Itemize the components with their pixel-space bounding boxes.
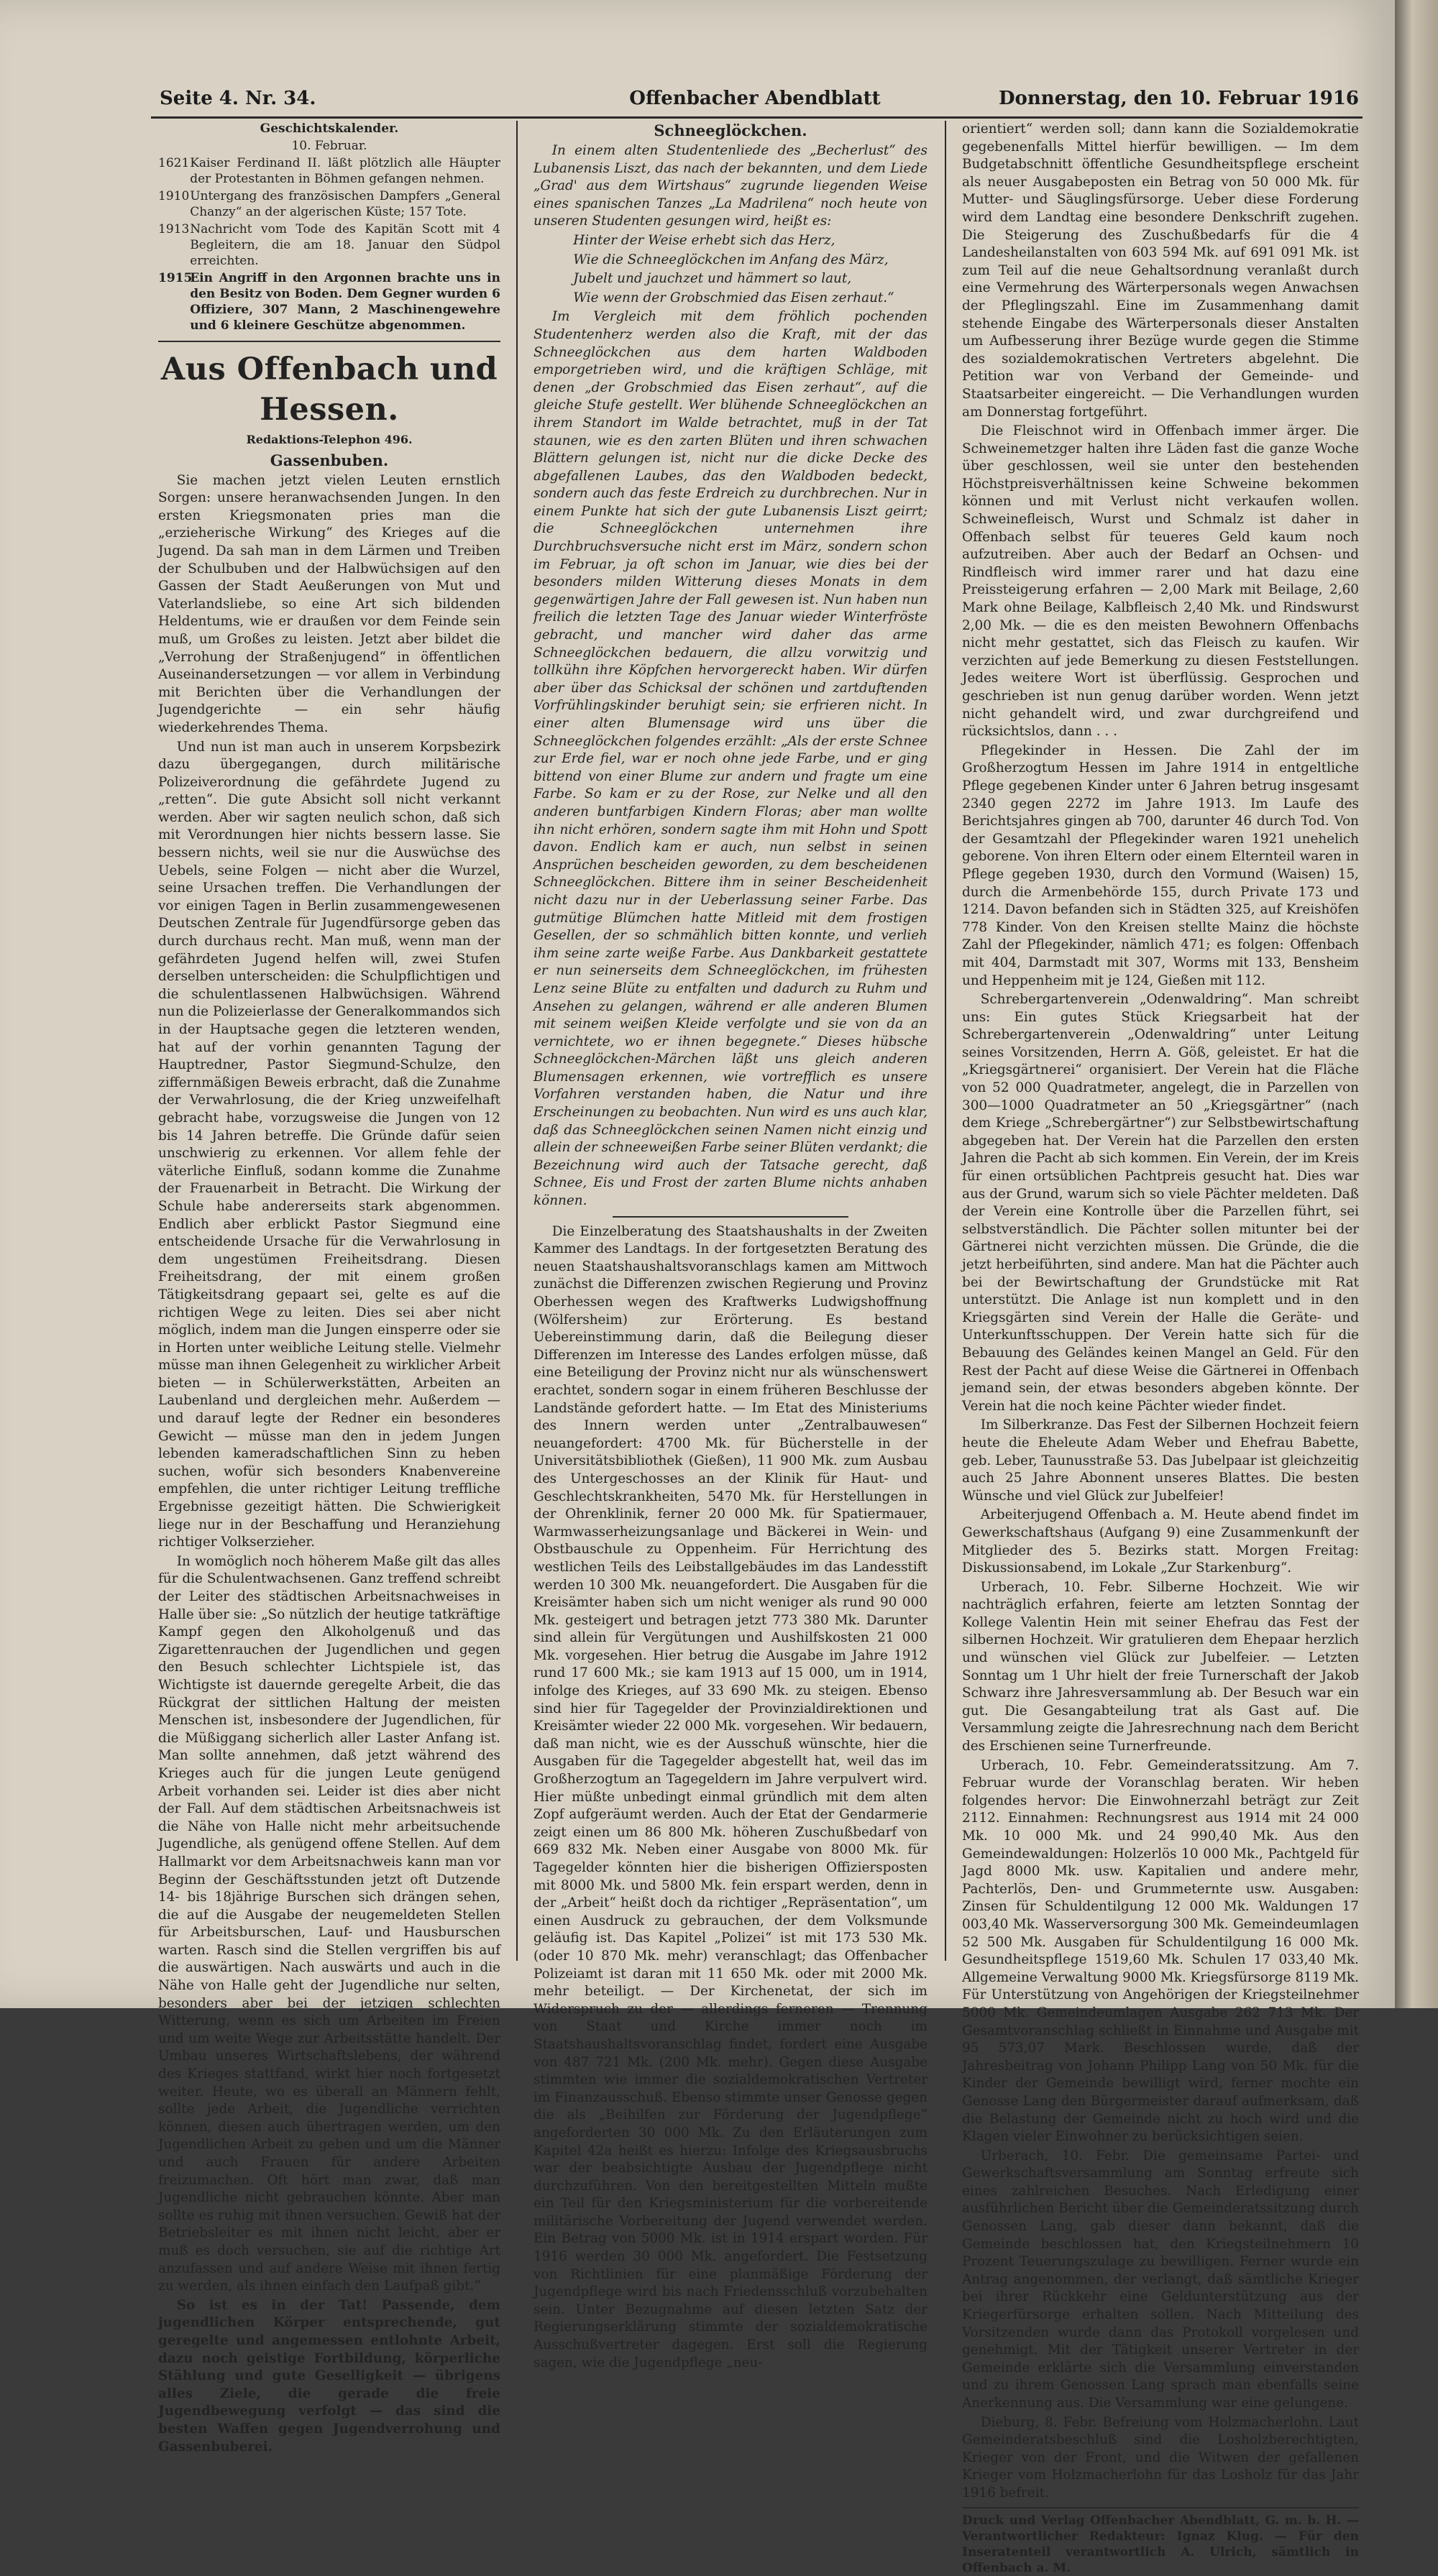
local-news-item: Urberach, 10. Febr. Silberne Hochzeit. Wie wir nachträglich erfahren, feierte am letzten Sonntag der Kollege Valentin Hein mit seiner Ehefrau das Fest der silbernen Hochzeit. Wir gratulieren dem Ehepaar herzlich und wünschen viel Glück zur Jubelfeier. — Letzten Sonntag um 1 Uhr hielt der freie Turnerschaft der Jakob Schwarz ihre Jahresversammlung ab. Der Besuch war ein gut. Die Gesangabteilung trat als Gast auf. Die Versammlung zeigte die Jahresrechnung nach dem Bericht des Erschienen seine Turnerfreunde. [962,1579,1359,1754]
section-headline: Aus Offenbach und Hessen. [160,351,498,428]
article-paragraph: Sie machen jetzt vielen Leuten ernstlich Sorgen: unsere heranwachsenden Jungen. In den ersten Kriegsmonaten pries man die „erzieherische Wirkung“ des Krieges auf die Jugend. Da sah man in dem Lärmen und Treiben der Schulbuben und der Halbwüchsigen auf den Gassen der Stadt Aeußerungen von Mut und Vaterlandsliebe, so eine Art sich bildenden Heldentums, wie er draußen vor dem Feinde sein muß, um Großes zu leisten. Jetzt aber bildet die „Verrohung der Straßenjugend“ in öffentlichen Auseinandersetzungen — vor allem in Verbindung mit Berichten über die Verhandlungen der Jugendgerichte — ein sehr häufig wiederkehrendes Thema. [158,472,500,735]
editorial-phone: Redaktions-Telephon 496. [246,433,413,446]
article-paragraph: Und nun ist man auch in unserem Korpsbezirk dazu übergegangen, durch militärische Polizeiverordnung die gefährdete Jugend zu „retten“. Die gute Absicht soll nicht verkannt werden. Aber wir sagten neulich schon, daß sich mit Verordnungen hier nichts bessern lasse. Sie bessern nichts, weil sie nur die Auswüchse des Uebels, seine Folgen — nicht aber die Wurzel, seine Ursachen treffen. Die Verhandlungen der vor einigen Tagen in Berlin zusammengewesenen Deutschen Zentrale für Jugendfürsorge geben das durch durchaus recht. Man muß, wenn man der gefährdeten Jugend helfen will, zwei Stufen derselben unterscheiden: die Schulpflichtigen und die schulentlassenen Halbwüchsigen. Während nun die Polizeierlasse der Generalkommandos sich in der Hauptsache gegen die letzteren wenden, hat auf der vorhin genannten Tagung der Hauptredner, Pastor Siegmund-Schulze, den ziffernmäßigen Beweis erbracht, daß die Zunahme der Verwahrlosung, die der Krieg unzweifelhaft gebracht habe, vorzugsweise die Jungen von 12 bis 14 Jahren betreffe. Die Gründe dafür seien unschwierig zu erkennen. Vor allem fehle der väterliche Einfluß, sodann komme die Zunahme der Frauenarbeit in Betracht. Die Wirkung der Schule habe andererseits stark abgenommen. Endlich aber erblickt Pastor Siegmund eine entscheidende Ursache für die Verwahrlosung in dem ungestümen Freiheitsdrang. Diesen Freiheitsdrang, der mit einem großen Tätigkeitsdrang gepaart sei, gelte es auf die richtigen Wege zu leiten. Dies sei aber nicht möglich, indem man die Jungen einsperre oder sie in Horten unter weibliche Leitung stelle. Vielmehr müsse man ihnen Gelegenheit zu wirklicher Arbeit bieten — in Schülerwerkstätten, Arbeiten an Laubenland und dergleichen mehr. Außerdem — und darauf legte der Redner ein besonderes Gewicht — müsse man den in jedem Jungen lebenden kameradschaftlichen Sinn zu heben suchen, wofür sich besonders Knabenvereine empfehlen, die unter richtiger Leitung treffliche Ergebnisse gezeitigt hätten. Die Schwierigkeit liege nur in der Beschaffung und Heranziehung richtiger Volkserzieher. [158,739,500,1550]
column-divider-1 [516,121,518,1961]
imprint: Druck und Verlag Offenbacher Abendblatt, G. m. b. H. — Verantwortlicher Redakteur: Ignaz Klug. — Für den Inseratenteil verantwortlich A. Ulrich, sämtlich in Offenbach a. M. [962,2513,1359,2575]
column-left [158,121,500,2455]
local-news-item: Urberach, 10. Febr. Gemeinderatssitzung. Am 7. Februar wurde der Voranschlag beraten. Wir heben folgendes hervor: Die Einwohnerzahl beträgt zur Zeit 2112. Einnahmen: Rechnungsrest aus 1914 mit 24 000 Mk. 10 000 Mk. und 24 990,40 Mk. Aus den Gemeindewaldungen: Holzerlös 10 000 Mk., Pachtgeld für Jagd 8000 Mk. usw. Kapitalien und andere mehr, Pachterlös, Den- und Grummeternte usw. Ausgaben: Zinsen für Schuldentilgung 12 000 Mk. Waldungen 17 003,40 Mk. Wasserversorgung 300 Mk. Gemeindeumlagen 52 500 Mk. Ausgaben für Schuldentilgung 16 000 Mk. Gesundheitspflege 1519,60 Mk. Schulen 17 033,40 Mk. Allgemeine Verwaltung 9000 Mk. Kriegsfürsorge 8119 Mk. Für Unterstützung von Angehörigen der Kriegsteilnehmer 5000 Mk. Gemeindeumlagen Ausgabe 262 713 Mk. Der Gesamtvoranschlag schließt in Einnahme und Ausgabe mit 95 573,07 Mark. Beschlossen wurde, daß der Jahresbeitrag von Johann Philipp Lang von 50 Mk. für die Kinder der Gemeinde bewilligt wird, ferner mochte ein Genosse Lang den Bürgermeister darauf aufmerksam, daß die Belastung der Gemeinde nicht zu hoch wird und die Klagen vieler Einwohner zu berücksichtigen seien. [962,1757,1359,2145]
calendar-entry: 1915 Ein Angriff in den Argonnen brachte uns in den Besitz von Boden. Dem Gegner wurden 6 Offiziere, 307 Mann, 2 Maschinengewehre und 6 kleinere Geschütze abgenommen. [158,271,500,333]
history-calendar [158,121,500,334]
article-paragraph: Die Einzelberatung des Staatshaushalts in der Zweiten Kammer des Landtags. In der fortgesetzten Beratung des neuen Staatshaushaltsvoranschlags kamen am Mittwoch zunächst die Differenzen zwischen Regierung und Provinz Oberhessen wegen des Kraftwerks Ludwigshoffnung (Wölfersheim) zur Erörterung. Es bestand Uebereinstimmung darin, daß die Beilegung dieser Differenzen im Interesse des Landes erfolgen müsse, daß eine Beteiligung der Provinz nicht nur als wünschenswert erachtet, sondern sogar in einem früheren Beschlusse der Landstände gefordert hatte. — Im Etat des Ministeriums des Innern werden unter „Zentralbauwesen“ neuangefordert: 4700 Mk. für Bücherstelle in der Universitätsbibliothek (Gießen), 11 900 Mk. zum Ausbau des Untergeschosses an der Klinik für Haut- und Geschlechtskrankheiten, 5470 Mk. für Herstellungen in der Ohrenklinik, ferner 20 000 Mk. für Spatiermauer, Warmwasserheizungsanlage und Bäckerei in Wein- und Obstbauschule zu Oppenheim. Für Herrichtung des westlichen Teils des Leibstallgebäudes im das Landesstift werden 10 300 Mk. neuangefordert. Die Ausgaben für die Kreisämter haben sich um nicht weniger als rund 90 000 Mk. gesteigert und betragen jetzt 773 380 Mk. Darunter sind allein für Vergütungen und Aushilfskosten 21 000 Mk. vorgesehen. Hier betrug die Ausgabe im Jahre 1912 rund 17 600 Mk.; sie kam 1913 auf 15 000, um in 1914, infolge des Krieges, auf 33 690 Mk. zu steigen. Ebenso sind hier für Tagegelder der Provinzialdirektionen und Kreisämter wieder 22 000 Mk. vorgesehen. Wir bedauern, daß man nicht, wie es der Ausschuß wünschte, hier die Ausgaben für die Tagegelder abgestellt hat, weil das im Großherzogtum an Tagegeldern im Jahre verpulvert wird. Hier müßte unbedingt einmal gründlich mit dem alten Zopf aufgeräumt werden. Auch der Etat der Gendarmerie zeigt einen um 86 800 Mk. höheren Zuschußbedarf von 669 832 Mk. Neben einer Ausgabe von 8000 Mk. für Tagegelder könnten hier die bisherigen Offiziersposten mit 8000 Mk. und 5800 Mk. fein erspart werden, denn in der „Arbeit“ heißt doch da richtiger „Repräsentation“, um einen Ausdruck zu gebrauchen, der dem Volksmunde geläufig ist. Das Kapitel „Polizei“ ist mit 173 530 Mk. (oder 10 870 Mk. mehr) veranschlagt; das Offenbacher Polizeiamt ist daran mit 11 650 Mk. oder mit 2000 Mk. mehr beteiligt. — Der Kirchenetat, der sich im Widerspruch zu der — allerdings ferneren — Trennung von Staat und Kirche immer noch im Staatshaushaltsvoranschlag findet, fordert eine Ausgabe von 487 721 Mk. (200 Mk. mehr). Gegen diese Ausgabe stimmten wie immer die sozialdemokratischen Vertreter im Finanzausschuß. Ebenso stimmte unser Genosse gegen die als „Beihilfen zur Förderung der Jugendpflege“ angeforderten 30 000 Mk. Zu den Erläuterungen zum Kapitel 42a heißt es hierzu: Infolge des Kriegsausbruchs war der beabsichtigte Ausbau der Jugendpflege nicht durchzuführen. Von den bereitgestellten Mitteln mußte ein Teil für den Kriegsministerium für die vorbereitende militärische Vorbereitung der Jugend verwendet werden. Ein Betrag von 5000 Mk. ist in 1914 erspart worden. Für 1916 werden 30 000 Mk. angefordert. Die Festsetzung von Richtlinien für eine planmäßige Förderung der Jugendpflege wird bis nach Friedensschluß vorzubehalten sein. Unter Bezugnahme auf diesen letzten Satz der Regierungserklärung stimmte der sozialdemokratische Ausschußvertreter dagegen. Erst soll die Regierung sagen, wie die Jugendpflege „neu- [533,1223,928,2370]
column-right [962,121,1359,2575]
local-news-item: Pflegekinder in Hessen. Die Zahl der im Großherzogtum Hessen im Jahre 1914 in entgeltliche Pflege gegebenen Kinder unter 6 Jahren betrug insgesamt 2340 gegen 2272 im Jahre 1913. Im Laufe des Berichtsjahres gingen ab 700, darunter 46 durch Tod. Von der Gesamtzahl der Pflegekinder waren 1921 unehelich geborene. Von ihren Eltern oder einem Elternteil waren in Pflege gegeben 1930, durch den Vormund (Waisen) 15, durch die Armenbehörde 155, durch Private 173 und 1214. Davon befanden sich in Städten 325, auf Kreishöfen 778 Kinder. Von den Kreisen stellte Mainz die höchste Zahl der Pflegekinder, nämlich 471; es folgen: Offenbach mit 404, Darmstadt mit 307, Worms mit 133, Bensheim und Heppenheim mit je 124, Gießen mit 112. [962,742,1359,988]
article-paragraph: In womöglich noch höherem Maße gilt das alles für die Schulentwachsenen. Ganz treffend schreibt der Leiter des städtischen Arbeitsnachweises in Halle über sie: „So nützlich der heutige tatkräftige Kampf gegen den Alkoholgenuß und das Zigarettenrauchen der Jugendlichen und gegen den Besuch schlechter Lichtspiele ist, das Wichtigste ist dauernde geregelte Arbeit, die das Rückgrat der sittlichen Haltung der meisten Menschen ist, insbesondere der Jugendlichen, für die Müßiggang sicherlich aller Laster Anfang ist. Man sollte annehmen, daß jetzt während des Krieges auch für die jungen Leute genügend Arbeit vorhanden sei. Leider ist dies aber nicht der Fall. Auf dem städtischen Arbeitsnachweis ist die Nähe von Halle nicht mehr arbeitsuchende Jugendliche, als genügend offene Stellen. Auf dem Hallmarkt vor dem Arbeitsnachweis kann man vor Beginn der Geschäftsstunden jetzt oft Dutzende 14- bis 18jährige Burschen sich drängen sehen, die auf die Ausgabe der neugemeldeten Stellen für Arbeitsburschen, Lauf- und Hausburschen warten. Rasch sind die Stellen vergriffen bis auf die auswärtigen. Nach auswärts und auch in die Nähe von Halle geht der Jugendliche nur selten, besonders aber bei der jetzigen schlechten Witterung, wenn es sich um Arbeiten im Freien und um weite Wege zur Arbeitsstätte handelt. Der Umbau unseres Wirtschaftslebens, der während des Krieges stattfand, wirkt hier noch fortgesetzt weiter. Heute, wo es überall an Männern fehlt, sollte jede Arbeit, die Jugendliche verrichten können, diesen auch übertragen werden, um den Jugendlichen Arbeit zu geben und um die Männer und auch Frauen für andere Arbeiten freizumachen. Oft hört man zwar, daß man Jugendliche nicht gebrauchen könnte. Aber man sollte es ruhig mit ihnen versuchen. Gewiß hat der Betriebsleiter es mit ihnen nicht leicht, aber er muß es doch versuchen, sie auf die richtige Art anzufassen und auf andere Weise mit ihnen fertig zu werden, als ihnen einfach den Laufpaß gibt.“ [158,1553,500,2294]
local-news-item: Schrebergartenverein „Odenwaldring“. Man schreibt uns: Ein gutes Stück Kriegsarbeit hat der Schrebergartenverein „Odenwaldring“ unter Leitung seines Vorsitzenden, Herrn A. Göß, geleistet. Er hat die „Kriegsgärtnerei“ organisiert. Der Verein hat die Fläche von 52 000 Quadratmeter, angelegt, die in Parzellen von 300—1000 Quadratmeter an 50 „Kriegsgärtner“ (nach dem Kriege „Schrebergärtner“) zur Selbstbewirtschaftung abgegeben hat. Der Verein hat die Parzellen den ersten Jahren die Pacht ab sich kommen. Ein Verein, der im Kreis für einen ortsüblichen Pachtpreis gesucht hat. Dies war aus der Grund, warum sich so viele Pächter meldeten. Daß der Verein eine Kontrolle über die Parzellen führt, sei selbstverständlich. Die Pächter sollen mitunter bei der Gärtnerei nicht verzichten müssen. Die Gründe, die die jetzt herbeiführten, sind andere. Man hat die Pächter auch bei der Bewirtschaftung der Grundstücke mit Rat unterstützt. Die Anlage ist nun komplett und in den Kriegsgärten sind Verein der Halle die Geräte- und Unterkunftsschuppen. Der Verein hatte sich für die Bebauung des Geländes keinen Mangel an Geld. Für den Rest der Pacht auf diese Weise die Gärtnerei in Offenbach jemand sein, der etwas besonders abgeben könnte. Der Verein hat die noch keine Pächter wieder findet. [962,992,1359,1414]
calendar-entry: 1913 Nachricht vom Tode des Kapitän Scott mit 4 Begleitern, die am 18. Januar den Südpol erreichten. [158,222,500,268]
article-paragraph: orientiert“ werden soll; dann kann die Sozialdemokratie gegebenenfalls Mittel hierfür bewilligen. — Im dem Budgetabschnitt öffentliche Gesundheitspflege erscheint als neuer Ausgabeposten ein Betrag von 50 000 Mk. für Mutter- und Säuglingsfürsorge. Ueber diese Forderung wird dem Landtag eine besondere Denkschrift zugehen. Die Steigerung des Zuschußbedarfs für die 4 Landesheilanstalten von 603 594 Mk. auf 691 091 Mk. ist zum Teil auf die neue Gehaltsordnung veranlaßt durch eine Vermehrung des Wärterpersonals wegen Anwachsen der Pfleglingszahl. Eine im Zusammenhang damit stehende Eingabe des Wärterpersonals dieser Anstalten um Aufbesserung ihrer Bezüge wurde gegen die Stimme des sozialdemokratischen Vertreters abgelehnt. Die Petition war von Verband der Gemeinde- und Staatsarbeiter eingereicht. — Die Verhandlungen wurden am Donnerstag fortgeführt. [962,121,1359,420]
column-middle [533,121,928,2370]
local-news-item: Arbeiterjugend Offenbach a. M. Heute abend findet im Gewerkschaftshaus (Aufgang 9) eine Zusammenkunft der Mitglieder des 5. Bezirks statt. Morgen Freitag: Diskussionsabend, im Lokale „Zur Starkenburg“. [962,1507,1359,1576]
header-rule [151,116,1363,119]
calendar-entry: 1621 Kaiser Ferdinand II. läßt plötzlich alle Häupter der Protestanten in Böhmen gefangen nehmen. [158,156,500,186]
local-news-item: Die Fleischnot wird in Offenbach immer ärger. Die Schweinemetzger halten ihre Läden fast die ganze Woche über geschlossen, weil sie unter den bestehenden Höchstpreisverhältnissen keine Schweine bekommen können und mit Verlust nicht verkaufen wollen. Schweinefleisch, Wurst und Schmalz ist daher in Offenbach selbst für teueres Geld kaum noch aufzutreiben. Aber auch der Bedarf an Ochsen- und Rindfleisch wird immer rarer und hat dazu eine Preissteigerung erfahren — 2,00 Mark mit Beilage, 2,60 Mark ohne Beilage, Kalbfleisch 2,40 Mk. und Rindswurst 2,00 Mk. — die es den meisten Bewohnern Offenbachs nicht mehr gestattet, sich das Fleisch zu kaufen. Wir verzichten auf jede Bemerkung zu diesen Feststellungen. Jedes weitere Wort ist überflüssig. Gesprochen und geschrieben ist nun genug darüber worden. Wenn jetzt nicht gehandelt wird, und zwar durchgreifend und rücksichtslos, dann . . . [962,423,1359,740]
article-intro: In einem alten Studentenliede des „Becherlust“ des Lubanensis Liszt, das nach der bekannten, und dem Liede „Grad' aus dem Wirtshaus“ zugrunde liegenden Weise eines spanischen Tanzes „La Madrilena“ noch heute von unseren Studenten gesungen wird, heißt es: [533,143,928,229]
local-news-item: Urberach, 10. Febr. Die gemeinsame Partei- und Gewerkschaftsversammlung am Sonntag erfreute sich eines zahlreichen Besuches. Nach Erledigung einer ausführlichen Bericht über die Gemeinderatssitzung durch Genossen Lang, gab dieser dann bekannt, daß die Gemeinde beschlossen hat, den Kriegsteilnehmern 10 Prozent Teuerungszulage zu bewilligen. Ferner wurde ein Antrag angenommen, der verlangt, daß sämtliche Krieger bei ihrer Rückkehr eine Geldunterstützung aus der Kriegerfürsorge erhalten sollen. Nach Mitteilung des Vorsitzenden wurde dann das Protokoll vorgelesen und genehmigt. Mit der Tätigkeit unserer Vertreter in der Gemeinde erklärte sich die Versammlung einverstanden und zu ihrem Genossen Lang sprach man ebenfalls seine Anerkennung aus. Die Versammlung war eine gelungene. [962,2148,1359,2411]
poem-line: Jubelt und jauchzet und hämmert so laut, [573,271,852,287]
calendar-date: 10. Februar. [291,139,367,153]
column-divider-2 [945,121,946,1961]
masthead: Offenbacher Abendblatt [629,88,881,109]
poem-line: Wie die Schneeglöckchen im Anfang des März, [573,252,889,267]
page-header [151,85,1359,114]
issue-date: Donnerstag, den 10. Februar 1916 [999,88,1359,109]
poem-line: Wie wenn der Grobschmied das Eisen zerhaut.“ [573,290,894,305]
adjacent-page-edge [1395,0,1438,2008]
calendar-title: Geschichtskalender. [260,121,399,136]
article-separator [613,1216,849,1218]
local-news-item: Dieburg, 8. Febr. Befreiung vom Holzmacherlohn. Laut Gemeinderatsbeschluß sind die Losholzberechtigten, Krieger von der Front, und die Witwen der gefallenen Krieger vom Holzmacherlohn für das Losholz für das Jahr 1916 befreit. [962,2414,1359,2501]
poem-line: Hinter der Weise erhebt sich das Herz, [573,232,835,248]
section-rule [158,341,500,342]
calendar-entry: 1910 Untergang des französischen Dampfers „General Chanzy“ an der algerischen Küste; 157 Tote. [158,189,500,219]
article-paragraph: Im Vergleich mit dem fröhlich pochenden Studentenherz werden also die Kraft, mit der das Schneeglöckchen aus dem harten Waldboden emporgetrieben wird, und die kräftigen Schläge, mit denen „der Grobschmied das Eisen zerhaut“, auf die gleiche Stufe gestellt. Wer blühende Schneeglöckchen an ihrem Standort im Walde betrachtet, muß in der Tat staunen, wie es den zarten Blüten und ihren schwachen Blättern gelungen ist, nicht nur die dicke Decke des abgefallenen Laubes, das den Waldboden bedeckt, sondern auch das feste Erdreich zu durchbrechen. Nur in einem Punkte hat sich der gute Lubanensis Liszt geirrt; die Schneeglöckchen unternehmen ihre Durchbruchsversuche nicht erst im März, sondern schon im Februar, ja oft schon im Januar, wie dies bei der besonders milden Witterung dieses Monats in dem gegenwärtigen Jahre der Fall gewesen ist. Nun haben nun freilich die letzten Tage des Januar wieder Winterfröste gebracht, und mancher wird daher das arme Schneeglöckchen bedauern, die allzu vorwitzig und tollkühn ihre Köpfchen hervorgereckt haben. Wir dürfen aber über das Schicksal der schönen und zartduftenden Vorfrühlingskinder beruhigt sein; sie erfrieren nicht. In einer alten Blumensage wird uns über die Schneeglöckchen folgendes erzählt: „Als der erste Schnee zur Erde fiel, war er noch ohne jede Farbe, und er ging bittend von einer Blume zur andern und fragte um eine Farbe. So kam er zu der Rose, zur Nelke und all den anderen buntfarbigen Kindern Floras; aber man wollte ihn nicht erhören, sondern sagte ihm mit Hohn und Spott davon. Endlich kam er auch, nun selbst in seinen Ansprüchen bescheiden geworden, zu dem bescheidenen Schneeglöckchen. Bittere ihm in seiner Bescheidenheit nicht dazu nur in der Ueberlassung seiner Farbe. Das gutmütige Blümchen hatte Mitleid mit dem frostigen Gesellen, der so schmählich bitten konnte, und verlieh ihm seine zarte weiße Farbe. Aus Dankbarkeit gestattete er nun seinerseits dem Schneeglöckchen, im frühesten Lenz seine Blüte zu entfalten und dadurch zu Ruhm und Ansehen zu gelangen, während er alle anderen Blumen mit seinem weißen Kleide verfolgte und sie von da an vernichtete, wo er ihnen begegnete.“ Dieses hübsche Schneeglöckchen-Märchen läßt uns gleich anderen Blumensagen erkennen, wie vortrefflich es unsere Vorfahren verstanden haben, die Natur und ihre Erscheinungen zu beobachten. Nun wird es uns auch klar, daß das Schneeglöckchen seinen Namen nicht einzig und allein der schneeweißen Farbe seiner Blüten verdankt; die Bezeichnung wird auch der Tatsache gerecht, daß Schnee, Eis und Frost der zarten Blume nichts anhaben können. [533,309,928,1209]
article-paragraph: So ist es in der Tat! Passende, dem jugendlichen Körper entsprechende, gut geregelte und angemessen entlohnte Arbeit, dazu noch geistige Fortbildung, körperliche Stählung und gute Geselligkeit — übrigens alles Ziele, die gerade die freie Jugendbewegung verfolgt — das sind die besten Waffen gegen Jugendverrohung und Gassenbuberei. [158,2297,500,2455]
page-number: Seite 4. Nr. 34. [160,88,316,109]
article-title-gassenbuben: Gassenbuben. [270,451,389,469]
imprint-rule [962,2507,1359,2508]
local-news-item: Im Silberkranze. Das Fest der Silbernen Hochzeit feiern heute die Eheleute Adam Weber und Ehefrau Babette, geb. Leber, Taunusstraße 53. Das Jubelpaar ist gleichzeitig auch 25 Jahre Abonnent unseres Blattes. Die besten Wünsche und viel Glück zur Jubelfeier! [962,1417,1359,1504]
article-title-schneegloeckchen: Schneeglöckchen. [654,121,807,139]
